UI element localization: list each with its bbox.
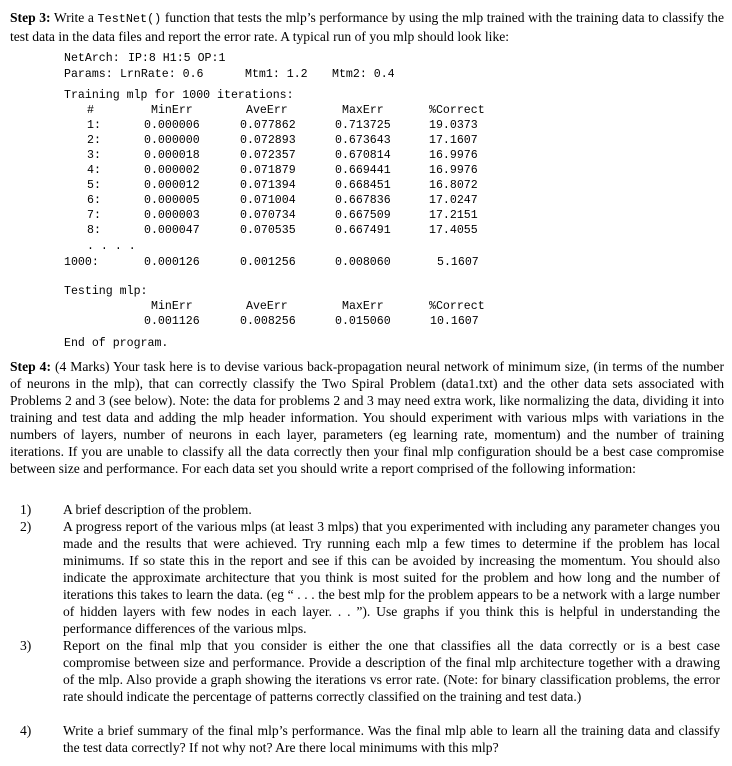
row-correct: 17.2151 [429,209,478,222]
row-minerr: 0.000000 [144,134,200,147]
netarch-line [64,51,226,66]
row-index: 8: [87,224,101,237]
step4-body: (4 Marks) Your task here is to devise various back-propagation neural network of minimum size, (in terms of the number of neurons in the mlp), that can correctly classify the Two Spiral Problem (data1.txt) and the other data sets associated with Problems 2 and 3 (see below). Note: the data for problems 2 and 3 may need extra work, like normalizing the data, dividing it into training and test data and adding the mlp header information. You should experiment with various mlps with variations in the numbers of layers, number of neurons in each layer, parameters (eg learning rate, momentum) and the number of training iterations. If you are unable to classify all the data correctly then your final mlp configuration should be a best case compromise between size and performance. For each data set you should write a report comprised of the following information: [10,359,724,476]
step4-heading: Step 4: [10,359,51,374]
params-line [64,67,464,82]
row-maxerr: 0.667836 [335,194,391,207]
testing-title: Testing mlp: [64,285,148,298]
testing-header-correct: %Correct [429,300,485,313]
list-number: 3) [20,638,32,653]
row-aveerr: 0.070535 [240,224,296,237]
list-text: A progress report of the various mlps (at least 3 mlps) that you experimented with including any parameter changes you made and the results that were achieved. Try running each mlp a few times to determine if the problem has local minimums. If so state this in the report and see if this can be avoided by increasing the momentum. You should also indicate the approximate architecture that you think is most suited for the problem and how long and the number of iterations this takes to learn the data. (eg “ . . . the best mlp for the problem appears to be a network with a large number of hidden layers with few nodes in each layer. . . ”). Use graphs if you think this is helpful in understanding the performance differences of the various mlps. [63,519,720,636]
final-row-correct: 5.1607 [437,256,479,269]
step3-text-before: Write a [50,10,98,25]
ellipsis: . . . . [87,240,136,253]
step3-function-name: TestNet() [97,12,162,26]
row-index: 5: [87,179,101,192]
col-header-aveerr: AveErr [246,104,288,117]
row-correct: 16.9976 [429,164,478,177]
row-correct: 17.1607 [429,134,478,147]
params-mtm1: Mtm1: 1.2 [245,68,308,81]
row-minerr: 0.000012 [144,179,200,192]
row-index: 4: [87,164,101,177]
row-index: 6: [87,194,101,207]
row-aveerr: 0.071394 [240,179,296,192]
netarch-label: NetArch: [64,52,120,65]
col-header-minerr: MinErr [151,104,193,117]
final-row-minerr: 0.000126 [144,256,200,269]
row-correct: 17.4055 [429,224,478,237]
testing-row-minerr: 0.001126 [144,315,200,328]
testing-row-correct: 10.1607 [430,315,479,328]
row-aveerr: 0.071004 [240,194,296,207]
row-index: 1: [87,119,101,132]
params-lrnrate: LrnRate: 0.6 [120,68,204,81]
testing-header-minerr: MinErr [151,300,193,313]
row-maxerr: 0.670814 [335,149,391,162]
row-minerr: 0.000005 [144,194,200,207]
row-correct: 19.0373 [429,119,478,132]
row-maxerr: 0.673643 [335,134,391,147]
step3-heading: Step 3: [10,10,51,25]
step4-paragraph [10,358,724,477]
row-maxerr: 0.669441 [335,164,391,177]
final-row-aveerr: 0.001256 [240,256,296,269]
row-correct: 17.0247 [429,194,478,207]
list-number: 4) [20,723,32,738]
col-header-index: # [87,104,94,117]
col-header-maxerr: MaxErr [342,104,384,117]
row-maxerr: 0.713725 [335,119,391,132]
row-minerr: 0.000002 [144,164,200,177]
step3-paragraph [10,9,724,45]
row-maxerr: 0.667509 [335,209,391,222]
row-aveerr: 0.072357 [240,149,296,162]
testing-header-aveerr: AveErr [246,300,288,313]
training-title: Training mlp for 1000 iterations: [64,89,294,102]
row-aveerr: 0.077862 [240,119,296,132]
final-row-maxerr: 0.008060 [335,256,391,269]
row-minerr: 0.000003 [144,209,200,222]
list-text: A brief description of the problem. [63,502,252,517]
step3-text-after: function that tests the mlp’s performance by using the mlp trained with the training data to classify the test data in the data files and report the error rate. A typical run of you mlp should look like: [10,10,724,44]
testing-header-maxerr: MaxErr [342,300,384,313]
row-correct: 16.8072 [429,179,478,192]
row-minerr: 0.000018 [144,149,200,162]
row-index: 2: [87,134,101,147]
list-text: Write a brief summary of the final mlp’s performance. Was the final mlp able to learn all the training data and classify the test data correctly? If not why not? Are there local minimums with this mlp? [63,723,720,755]
col-header-correct: %Correct [429,104,485,117]
netarch-value: IP:8 H1:5 OP:1 [128,52,226,65]
params-mtm2: Mtm2: 0.4 [332,68,395,81]
row-minerr: 0.000006 [144,119,200,132]
row-maxerr: 0.667491 [335,224,391,237]
row-correct: 16.9976 [429,149,478,162]
row-index: 3: [87,149,101,162]
testing-row-aveerr: 0.008256 [240,315,296,328]
final-row-index: 1000: [64,256,99,269]
list-text: Report on the final mlp that you consider is either the one that classifies all the data correctly or is a best case compromise between size and performance. Provide a description of the final mlp architecture together with a drawing of the mlp. Also provide a graph showing the iterations vs error rate. (Note: for binary classification problems, the error rate should indicate the percentage of patterns correctly classified on the training and test data.) [63,638,720,704]
row-aveerr: 0.070734 [240,209,296,222]
list-number: 2) [20,519,32,534]
row-minerr: 0.000047 [144,224,200,237]
end-of-program: End of program. [64,337,169,350]
row-index: 7: [87,209,101,222]
params-label: Params: [64,68,113,81]
row-aveerr: 0.072893 [240,134,296,147]
testing-row-maxerr: 0.015060 [335,315,391,328]
row-maxerr: 0.668451 [335,179,391,192]
row-aveerr: 0.071879 [240,164,296,177]
list-number: 1) [20,502,32,517]
